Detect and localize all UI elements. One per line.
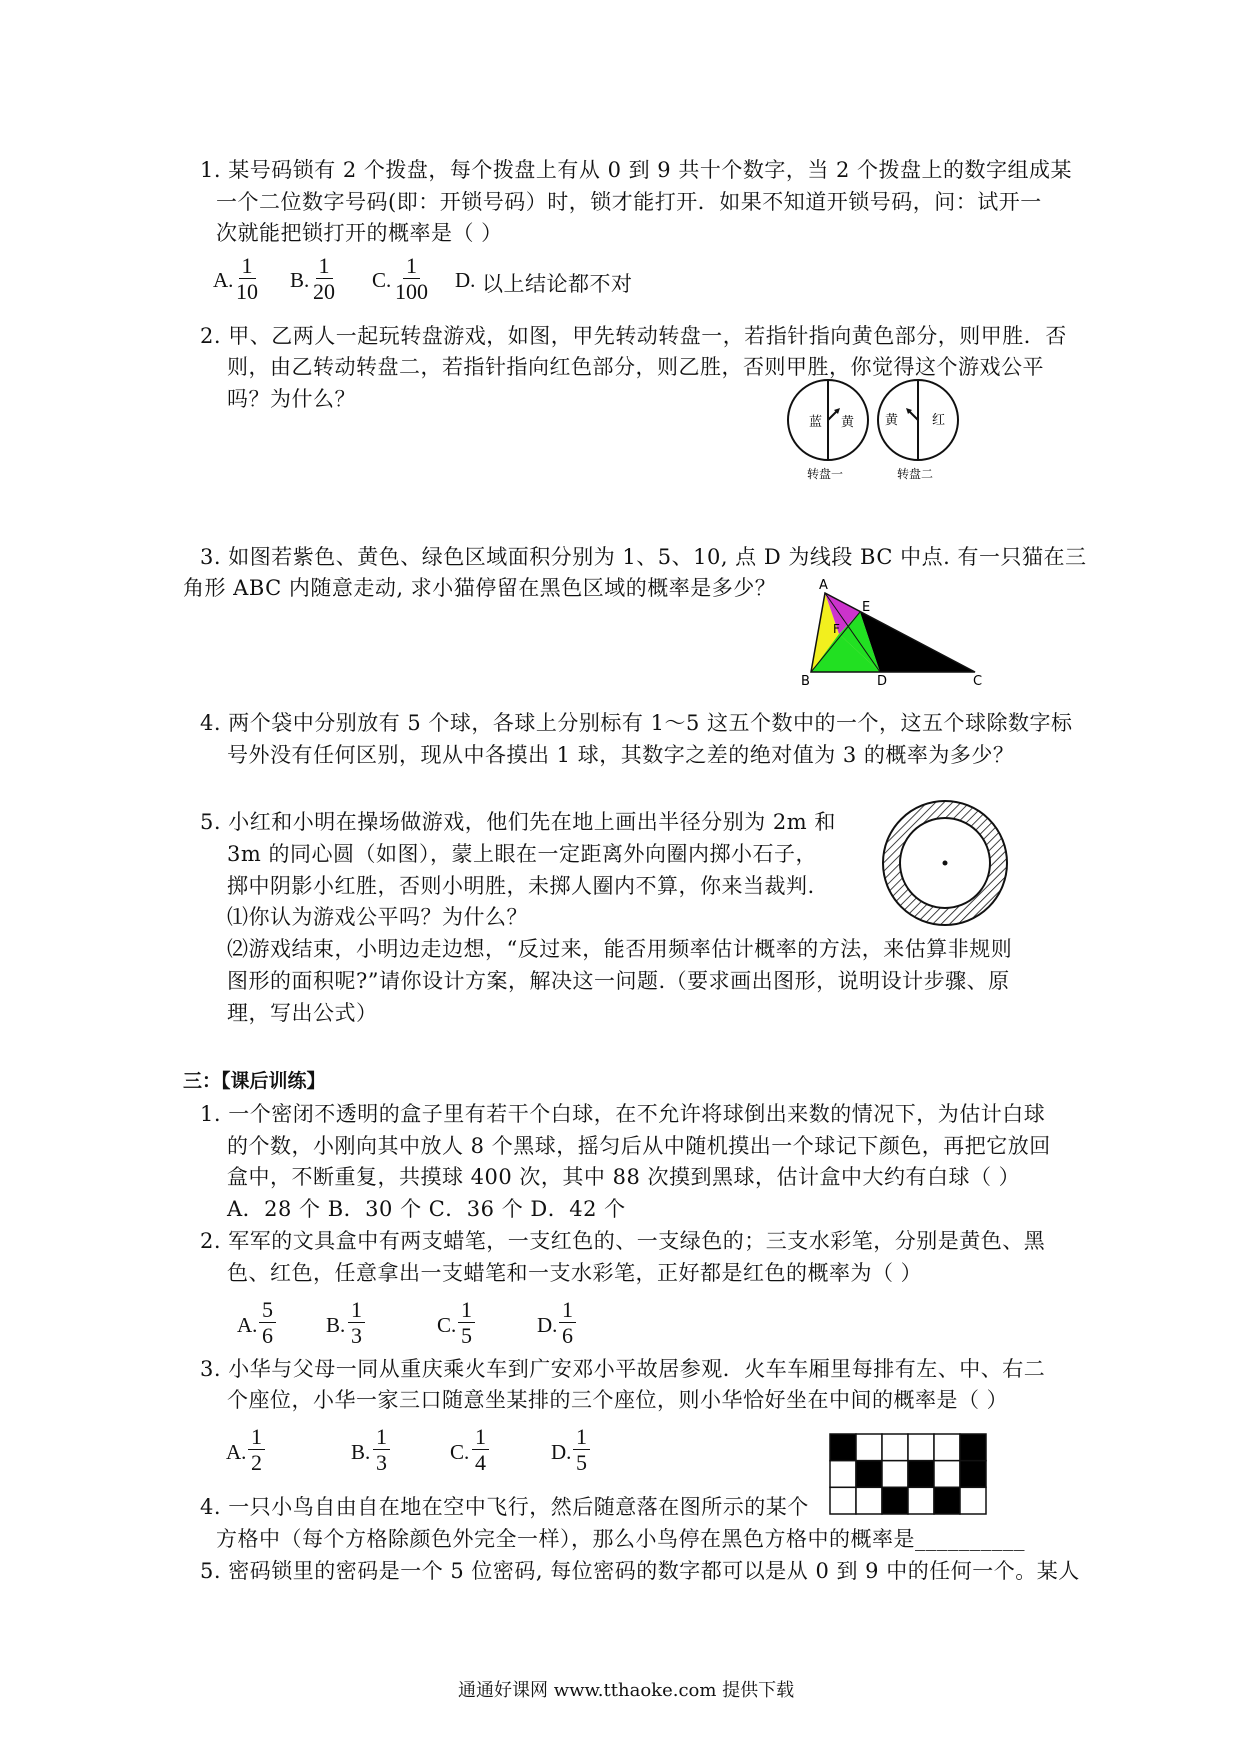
spinner-two-right-label: 红 bbox=[932, 413, 946, 428]
q4-line-2: 号外没有任何区别，现从中各摸出 1 球，其数字之差的绝对值为 3 的概率为多少？ bbox=[227, 743, 1015, 767]
numerator: 1 bbox=[403, 254, 420, 279]
white-grid-cell bbox=[830, 1487, 856, 1514]
numerator: 1 bbox=[373, 1425, 390, 1450]
h1-line-2: 的个数，小刚向其中放人 8 个黑球，摇匀后从中随机摸出一个球记下颜色，再把它放回 bbox=[227, 1134, 1051, 1158]
footer-credit: 通通好课网 www.tthaoke.com 提供下载 bbox=[458, 1680, 795, 1701]
denominator: 3 bbox=[351, 1323, 362, 1349]
white-grid-cell bbox=[882, 1434, 908, 1461]
denominator: 5 bbox=[461, 1323, 472, 1349]
q1-line-1: 1. 某号码锁有 2 个拨盘，每个拨盘上有从 0 到 9 共十个数字，当 2 个拨盘上的数字组成某 bbox=[200, 158, 1073, 182]
numerator: 1 bbox=[316, 254, 333, 279]
white-grid-cell bbox=[908, 1487, 934, 1514]
denominator: 20 bbox=[313, 279, 335, 305]
q1-option-c-fraction bbox=[395, 254, 428, 303]
q4-line-1: 4. 两个袋中分别放有 5 个球，各球上分别标有 1～5 这五个数中的一个，这五个球除数字标 bbox=[200, 711, 1073, 735]
numerator: 1 bbox=[248, 1425, 265, 1450]
q2-line-2: 则，由乙转动转盘二，若指针指向红色部分，则乙胜，否则甲胜，你觉得这个游戏公平 bbox=[227, 355, 1044, 379]
spinner-one bbox=[788, 380, 868, 481]
section-title: 三：【课后训练】 bbox=[183, 1070, 326, 1092]
denominator: 4 bbox=[475, 1450, 486, 1476]
spinner-two bbox=[878, 380, 958, 481]
point-c-label: C bbox=[973, 674, 983, 689]
h3-option-d-label: D. bbox=[551, 1440, 572, 1464]
q1-line-3: 次就能把锁打开的概率是（ ） bbox=[216, 221, 503, 245]
white-grid-cell bbox=[856, 1434, 882, 1461]
denominator: 100 bbox=[395, 279, 428, 305]
denominator: 2 bbox=[251, 1450, 262, 1476]
black-grid-cell bbox=[856, 1461, 882, 1488]
white-grid-cell bbox=[934, 1434, 960, 1461]
q1-option-c-label: C. bbox=[372, 268, 392, 292]
h2-option-a-label: A. bbox=[237, 1313, 258, 1337]
h3-option-c-fraction bbox=[472, 1425, 489, 1474]
point-e-label: E bbox=[862, 600, 871, 615]
q2-line-1: 2. 甲、乙两人一起玩转盘游戏，如图，甲先转动转盘一，若指针指向黄色部分，则甲胜．否 bbox=[200, 324, 1067, 348]
q1-option-a-label: A. bbox=[213, 268, 234, 292]
h2-option-b-label: B. bbox=[326, 1313, 346, 1337]
h2-option-b-fraction bbox=[348, 1298, 365, 1347]
h1-options: A．28 个 B．30 个 C．36 个 D．42 个 bbox=[227, 1197, 626, 1221]
h3-option-d-fraction bbox=[573, 1425, 590, 1474]
black-grid-cell bbox=[960, 1461, 986, 1488]
white-grid-cell bbox=[960, 1487, 986, 1514]
h1-line-1: 1. 一个密闭不透明的盒子里有若干个白球，在不允许将球倒出来数的情况下，为估计白球 bbox=[200, 1102, 1046, 1126]
h3-option-b-label: B. bbox=[351, 1440, 371, 1464]
h5-line-1: 5. 密码锁里的密码是一个 5 位密码, 每位密码的数字都可以是从 0 到 9 中的任何一个。某人 bbox=[200, 1559, 1080, 1583]
h3-option-c-label: C. bbox=[450, 1440, 470, 1464]
point-b-label: B bbox=[801, 674, 810, 689]
h4-line-2: 方格中（每个方格除颜色外完全一样），那么小鸟停在黑色方格中的概率是__________ bbox=[216, 1527, 1025, 1551]
denominator: 5 bbox=[576, 1450, 587, 1476]
q5-line-6: 图形的面积呢?”请你设计方案，解决这一问题.（要求画出图形，说明设计步骤、原 bbox=[227, 969, 1010, 993]
white-grid-cell bbox=[830, 1461, 856, 1488]
center-point bbox=[943, 861, 948, 866]
h2-option-c-label: C. bbox=[437, 1313, 457, 1337]
q5-line-2: 3m 的同心圆（如图），蒙上眼在一定距离外向圈内掷小石子， bbox=[227, 842, 817, 866]
numerator: 5 bbox=[259, 1298, 276, 1323]
h3-line-1: 3. 小华与父母一同从重庆乘火车到广安邓小平故居参观．火车车厢里每排有左、中、右二 bbox=[200, 1357, 1046, 1381]
q1-option-d-text: 以上结论都不对 bbox=[482, 272, 633, 296]
q1-line-2: 一个二位数字号码(即：开锁号码）时，锁才能打开．如果不知道开锁号码，问：试开一 bbox=[216, 190, 1042, 214]
q1-option-d-label: D. bbox=[455, 268, 476, 292]
spinner-one-right-label: 黄 bbox=[841, 415, 855, 430]
black-grid-cell bbox=[882, 1487, 908, 1514]
denominator: 10 bbox=[236, 279, 258, 305]
q1-option-b-label: B. bbox=[290, 268, 310, 292]
spinner-one-caption: 转盘一 bbox=[807, 467, 844, 481]
numerator: 1 bbox=[472, 1425, 489, 1450]
h3-option-b-fraction bbox=[373, 1425, 390, 1474]
white-grid-cell bbox=[856, 1487, 882, 1514]
point-a-label: A bbox=[819, 578, 828, 593]
white-grid-cell bbox=[908, 1434, 934, 1461]
q3-line-1: 3. 如图若紫色、黄色、绿色区域面积分别为 1、5、10, 点 D 为线段 BC 中点. 有一只猫在三 bbox=[200, 545, 1087, 569]
denominator: 6 bbox=[262, 1323, 273, 1349]
q3-line-2: 角形 ABC 内随意走动, 求小猫停留在黑色区域的概率是多少？ bbox=[183, 576, 777, 600]
q5-line-7: 理，写出公式） bbox=[227, 1001, 378, 1025]
h2-option-d-label: D. bbox=[537, 1313, 558, 1337]
denominator: 3 bbox=[376, 1450, 387, 1476]
h2-option-d-fraction bbox=[559, 1298, 576, 1347]
spinner-two-caption: 转盘二 bbox=[897, 467, 934, 481]
point-d-label: D bbox=[877, 674, 888, 689]
h3-option-a-label: A. bbox=[226, 1440, 247, 1464]
numerator: 1 bbox=[348, 1298, 365, 1323]
h2-line-1: 2. 军军的文具盒中有两支蜡笔，一支红色的、一支绿色的；三支水彩笔，分别是黄色、黑 bbox=[200, 1229, 1046, 1253]
h3-line-2: 个座位，小华一家三口随意坐某排的三个座位，则小华恰好坐在中间的概率是（ ） bbox=[227, 1388, 1009, 1412]
concentric-circles-figure bbox=[880, 798, 1010, 928]
black-grid-cell bbox=[934, 1487, 960, 1514]
h2-option-a-fraction bbox=[259, 1298, 276, 1347]
denominator: 6 bbox=[562, 1323, 573, 1349]
spinners-figure bbox=[785, 378, 975, 488]
checkered-grid-figure bbox=[828, 1432, 988, 1516]
q5-line-4: ⑴你认为游戏公平吗？为什么？ bbox=[227, 905, 528, 929]
black-grid-cell bbox=[960, 1434, 986, 1461]
point-f-label: F bbox=[833, 622, 840, 636]
white-grid-cell bbox=[934, 1461, 960, 1488]
numerator: 1 bbox=[559, 1298, 576, 1323]
h2-line-2: 色、红色，任意拿出一支蜡笔和一支水彩笔，正好都是红色的概率为（ ） bbox=[227, 1261, 923, 1285]
black-grid-cell bbox=[830, 1434, 856, 1461]
h1-line-3: 盒中，不断重复，共摸球 400 次，其中 88 次摸到黑球，估计盒中大约有白球（ ） bbox=[227, 1165, 1021, 1189]
q2-line-3: 吗？为什么？ bbox=[227, 387, 356, 411]
q5-line-5: ⑵游戏结束，小明边走边想，“反过来，能否用频率估计概率的方法，来估算非规则 bbox=[227, 937, 1013, 961]
numerator: 1 bbox=[573, 1425, 590, 1450]
triangle-figure bbox=[795, 578, 995, 690]
h2-option-c-fraction bbox=[458, 1298, 475, 1347]
spinner-two-left-label: 黄 bbox=[885, 413, 899, 428]
h3-option-a-fraction bbox=[248, 1425, 265, 1474]
q1-option-a-fraction bbox=[236, 254, 258, 303]
q5-line-1: 5. 小红和小明在操场做游戏，他们先在地上画出半径分别为 2m 和 bbox=[200, 810, 836, 834]
numerator: 1 bbox=[239, 254, 256, 279]
q5-line-3: 掷中阴影小红胜，否则小明胜，未掷人圈内不算，你来当裁判. bbox=[227, 874, 815, 898]
spinner-one-left-label: 蓝 bbox=[809, 415, 823, 430]
numerator: 1 bbox=[458, 1298, 475, 1323]
white-grid-cell bbox=[882, 1461, 908, 1488]
q1-option-b-fraction bbox=[313, 254, 335, 303]
h4-line-1: 4. 一只小鸟自由自在地在空中飞行，然后随意落在图所示的某个 bbox=[200, 1495, 809, 1519]
black-grid-cell bbox=[908, 1461, 934, 1488]
